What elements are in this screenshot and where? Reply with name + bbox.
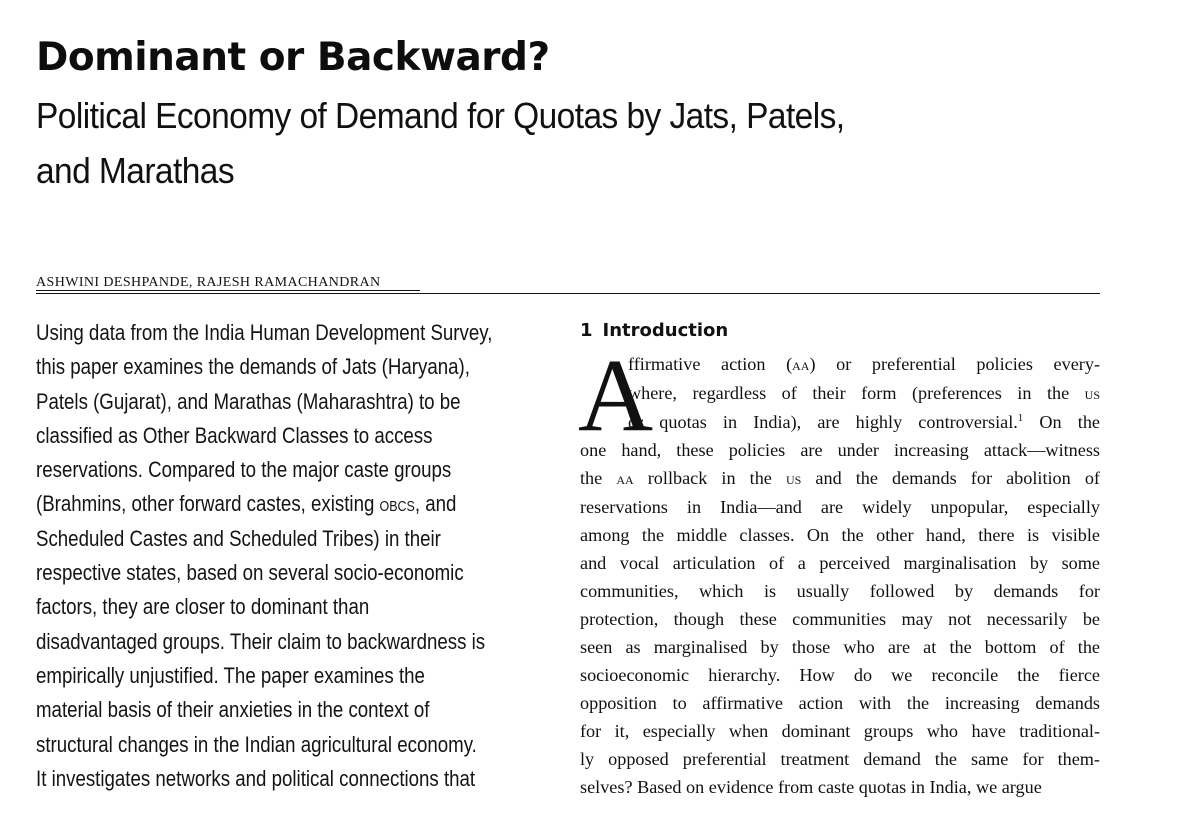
body-line: seen as marginalised by those who are at the bottom of the — [580, 637, 1100, 657]
subtitle-line: Political Economy of Demand for Quotas by Jats, Patels, — [36, 95, 845, 136]
section-title: Introduction — [602, 320, 729, 341]
body-line: communities, which is usually followed by demands for — [580, 581, 1100, 601]
abstract-line: empirically unjustified. The paper examines the — [36, 662, 425, 688]
authors-byline: ASHWINI DESHPANDE, RAJESH RAMACHANDRAN — [36, 275, 381, 290]
body-line: reservations in India—and are widely unpopular, especially — [580, 497, 1100, 517]
body-text: On the — [1023, 412, 1100, 432]
body-line: ly opposed preferential treatment demand the same for them- — [580, 749, 1100, 769]
abstract-line: It investigates networks and political connections that — [36, 765, 476, 791]
subtitle-line: and Marathas — [36, 150, 235, 191]
section-number: 1 — [580, 320, 593, 341]
introduction-body — [580, 350, 1100, 801]
abstract-line: factors, they are closer to dominant than — [36, 594, 370, 620]
abstract-line: classified as Other Backward Classes to access — [36, 422, 433, 448]
body-line — [580, 379, 1100, 408]
body-line: for it, especially when dominant groups who have traditional- — [580, 721, 1100, 741]
abstract-line: this paper examines the demands of Jats (Haryana), — [36, 354, 470, 380]
body-text: where, regardless of their form (preferences in the — [628, 383, 1085, 403]
body-line — [580, 408, 1100, 436]
abstract-text: (Brahmins, other forward castes, existing — [36, 491, 380, 517]
abstract-line: disadvantaged groups. Their claim to backwardness is — [36, 628, 486, 654]
abstract-line: reservations. Compared to the major caste groups — [36, 457, 452, 483]
body-line: selves? Based on evidence from caste quotas in India, we argue — [580, 777, 1042, 797]
abbrev-us: us — [1084, 384, 1100, 403]
body-text: ) or preferential policies every- — [809, 354, 1101, 374]
footnote-marker: 1 — [1017, 411, 1024, 424]
abstract-text: , and — [414, 491, 457, 517]
body-line: opposition to affirmative action with the increasing demands — [580, 693, 1100, 713]
paper-title: Dominant or Backward? — [36, 35, 550, 80]
abstract — [36, 316, 501, 796]
body-line: socioeconomic hierarchy. How do we reconcile the fierce — [580, 665, 1100, 685]
body-text: or quotas in India), are highly controversial. — [628, 412, 1018, 432]
abbrev-us: us — [785, 469, 802, 488]
abstract-line: structural changes in the Indian agricultural economy. — [36, 731, 477, 757]
abbrev-aa: aa — [792, 355, 810, 374]
body-text: and the demands for abolition of — [801, 468, 1100, 488]
body-text: rollback in the — [633, 468, 786, 488]
abstract-line: Patels (Gujarat), and Marathas (Maharashtra) to be — [36, 388, 461, 414]
abstract-line — [36, 487, 501, 521]
abbrev-obcs: obcs — [379, 492, 415, 517]
abbrev-aa: aa — [616, 469, 634, 488]
body-line: and vocal articulation of a perceived marginalisation by some — [580, 553, 1100, 573]
byline-underline — [36, 290, 420, 291]
abstract-line: Scheduled Castes and Scheduled Tribes) in their — [36, 525, 441, 551]
abstract-line: respective states, based on several socio-economic — [36, 560, 464, 586]
drop-cap: A — [578, 338, 654, 453]
abstract-line: material basis of their anxieties in the context of — [36, 697, 430, 723]
abstract-line: Using data from the India Human Development Survey, — [36, 320, 493, 345]
body-text: ffirmative action ( — [628, 354, 793, 374]
body-line: among the middle classes. On the other hand, there is visible — [580, 525, 1100, 545]
body-line — [580, 350, 1100, 379]
header-divider — [36, 293, 1100, 294]
body-line: protection, though these communities may not necessarily be — [580, 609, 1100, 629]
body-line: one hand, these policies are under increasing attack—witness — [580, 440, 1100, 460]
paper-subtitle — [36, 88, 966, 198]
body-text: the — [580, 468, 617, 488]
body-line — [580, 464, 1100, 493]
